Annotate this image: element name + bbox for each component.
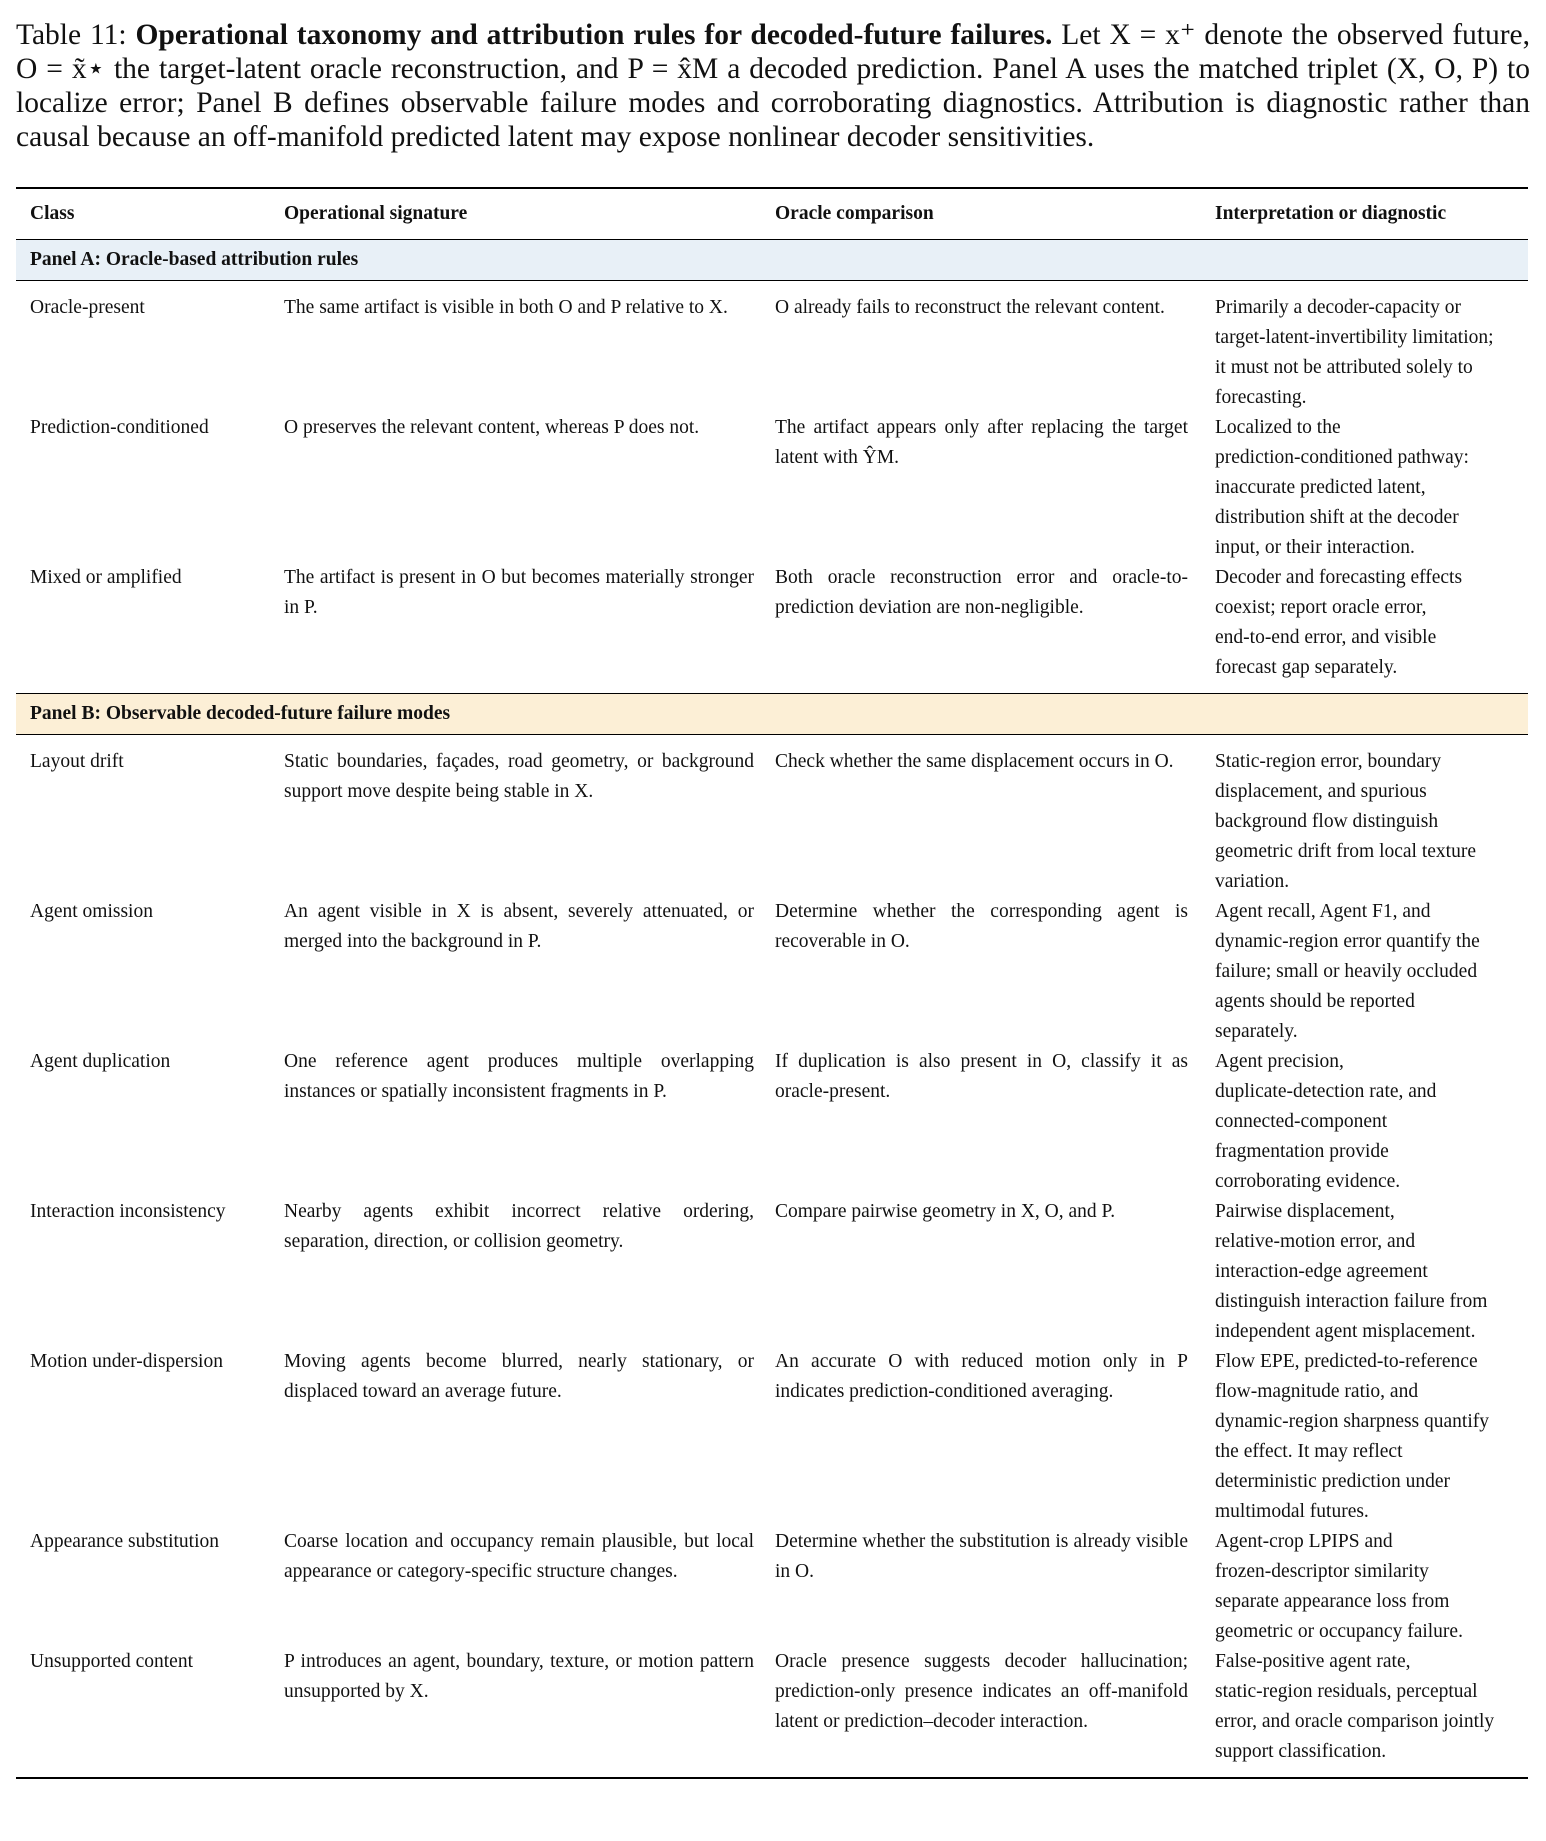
diagnostic-line: connected-component: [1215, 1111, 1388, 1132]
oracle-cell-text: Oracle presence suggests decoder hallucination; prediction-only presence indicates an off-manifold latent or prediction–decoder interaction.: [775, 1651, 1188, 1732]
signature-cell: [284, 563, 764, 683]
oracle-cell-text: If duplication is also present in O, classify it as oracle-present.: [775, 1051, 1188, 1102]
diagnostic-line: Flow EPE, predicted-to-reference: [1215, 1351, 1478, 1372]
table-row: [16, 1527, 1528, 1647]
diagnostic-line: it must not be attributed solely to: [1215, 357, 1473, 378]
diagnostic-line: geometric drift from local texture: [1215, 841, 1476, 862]
diagnostic-line: end-to-end error, and visible: [1215, 627, 1437, 648]
diagnostic-line: inaccurate predicted latent,: [1215, 477, 1426, 498]
panel-a-body: [16, 281, 1528, 693]
table-row: [16, 1647, 1528, 1767]
diagnostic-line: input, or their interaction.: [1215, 537, 1415, 558]
panel-b-body: [16, 735, 1528, 1777]
table-row: [16, 563, 1528, 683]
class-cell: [16, 1197, 284, 1347]
diagnostic-line: duplicate-detection rate, and: [1215, 1081, 1437, 1102]
diagnostic-line: static-region residuals, perceptual: [1215, 1681, 1478, 1702]
diagnostic-line: distinguish interaction failure from: [1215, 1291, 1488, 1312]
diagnostic-line: flow-magnitude ratio, and: [1215, 1381, 1419, 1402]
oracle-cell-text: An accurate O with reduced motion only in P indicates prediction-conditioned averaging.: [775, 1351, 1188, 1402]
diagnostic-line: distribution shift at the decoder: [1215, 507, 1459, 528]
panel-b-heading: Panel B: Observable decoded-future failure modes: [16, 694, 1528, 734]
oracle-cell: [764, 1647, 1198, 1767]
diagnostic-line: variation.: [1215, 871, 1290, 892]
signature-cell: [284, 1197, 764, 1347]
class-cell-text: Appearance substitution: [30, 1531, 219, 1552]
class-cell: [16, 1647, 284, 1767]
diagnostic-line: Pairwise displacement,: [1215, 1201, 1395, 1222]
diagnostic-line: Localized to the: [1215, 417, 1341, 438]
oracle-cell: [764, 1047, 1198, 1197]
diagnostic-line: multimodal futures.: [1215, 1501, 1369, 1522]
class-cell-text: Agent duplication: [30, 1051, 171, 1072]
signature-cell-text: An agent visible in X is absent, severely attenuated, or merged into the background in P.: [284, 901, 754, 952]
diagnostic-line: agents should be reported: [1215, 991, 1415, 1012]
taxonomy-table: [16, 187, 1528, 1779]
class-cell-text: Agent omission: [30, 901, 153, 922]
class-cell-text: Unsupported content: [30, 1651, 194, 1672]
diagnostic-line: support classification.: [1215, 1741, 1387, 1762]
diagnostic-line: background flow distinguish: [1215, 811, 1439, 832]
oracle-cell: [764, 413, 1198, 563]
diagnostic-cell: [1198, 1347, 1528, 1527]
diagnostic-line: Decoder and forecasting effects: [1215, 567, 1463, 588]
header-diagnostic: Interpretation or diagnostic: [1215, 203, 1447, 224]
table-row: [16, 897, 1528, 1047]
diagnostic-line: Primarily a decoder-capacity or: [1215, 297, 1461, 318]
class-cell: [16, 1527, 284, 1647]
oracle-cell-text: O already fails to reconstruct the relevant content.: [775, 297, 1165, 318]
oracle-cell-text: Determine whether the corresponding agent is recoverable in O.: [775, 901, 1188, 952]
diagnostic-line: geometric or occupancy failure.: [1215, 1621, 1463, 1642]
class-cell: [16, 747, 284, 897]
diagnostic-line: displacement, and spurious: [1215, 781, 1427, 802]
signature-cell: [284, 413, 764, 563]
diagnostic-cell: [1198, 293, 1528, 413]
diagnostic-line: dynamic-region sharpness quantify: [1215, 1411, 1490, 1432]
signature-cell-text: Moving agents become blurred, nearly stationary, or displaced toward an average future.: [284, 1351, 754, 1402]
diagnostic-line: Static-region error, boundary: [1215, 751, 1442, 772]
oracle-cell: [764, 747, 1198, 897]
signature-cell-text: The artifact is present in O but becomes materially stronger in P.: [284, 567, 754, 618]
oracle-cell-text: Check whether the same displacement occurs in O.: [775, 751, 1174, 772]
diagnostic-cell: [1198, 413, 1528, 563]
diagnostic-line: coexist; report oracle error,: [1215, 597, 1427, 618]
diagnostic-line: Agent-crop LPIPS and: [1215, 1531, 1393, 1552]
diagnostic-line: failure; small or heavily occluded: [1215, 961, 1478, 982]
class-cell: [16, 293, 284, 413]
class-cell-text: Prediction-conditioned: [30, 417, 209, 438]
diagnostic-line: error, and oracle comparison jointly: [1215, 1711, 1495, 1732]
diagnostic-line: Agent recall, Agent F1, and: [1215, 901, 1431, 922]
signature-cell-text: Coarse location and occupancy remain plausible, but local appearance or category-specific structure changes.: [284, 1531, 754, 1582]
oracle-cell: [764, 293, 1198, 413]
class-cell: [16, 413, 284, 563]
header-class: Class: [30, 203, 75, 224]
signature-cell-text: Static boundaries, façades, road geometry, or background support move despite being stable in X.: [284, 751, 754, 802]
diagnostic-line: forecasting.: [1215, 387, 1307, 408]
diagnostic-cell: [1198, 1527, 1528, 1647]
class-cell: [16, 1347, 284, 1527]
signature-cell: [284, 1527, 764, 1647]
panel-a-heading: Panel A: Oracle-based attribution rules: [16, 240, 1528, 280]
diagnostic-line: frozen-descriptor similarity: [1215, 1561, 1429, 1582]
signature-cell: [284, 293, 764, 413]
diagnostic-line: target-latent-invertibility limitation;: [1215, 327, 1494, 348]
oracle-cell: [764, 1527, 1198, 1647]
diagnostic-line: fragmentation provide: [1215, 1141, 1389, 1162]
diagnostic-cell: [1198, 563, 1528, 683]
diagnostic-cell: [1198, 1197, 1528, 1347]
table-row: [16, 1347, 1528, 1527]
signature-cell-text: Nearby agents exhibit incorrect relative ordering, separation, direction, or collision geometry.: [284, 1201, 754, 1252]
table-caption: [16, 18, 1530, 154]
bottom-rule: [16, 1777, 1528, 1779]
class-cell-text: Mixed or amplified: [30, 567, 182, 588]
signature-cell-text: P introduces an agent, boundary, texture, or motion pattern unsupported by X.: [284, 1651, 754, 1702]
diagnostic-line: deterministic prediction under: [1215, 1471, 1451, 1492]
oracle-cell: [764, 1347, 1198, 1527]
signature-cell-text: O preserves the relevant content, whereas P does not.: [284, 417, 700, 438]
table-row: [16, 747, 1528, 897]
signature-cell: [284, 1647, 764, 1767]
caption-text: Let X = x⁺ denote the observed future, O = x̃⋆ the target-latent oracle reconstruction, and P = x̂M a decoded prediction. Panel A uses the matched triplet (X, O, P) to localize error; Panel B defines observable failure modes and corroborating diagnostics. Attribution is diagnostic rather than causal because an off-manifold predicted latent may expose nonlinear decoder sensitivities.: [16, 19, 1531, 153]
header-oracle: Oracle comparison: [775, 203, 934, 224]
oracle-cell: [764, 563, 1198, 683]
class-cell-text: Layout drift: [30, 751, 124, 772]
class-cell: [16, 1047, 284, 1197]
diagnostic-line: prediction-conditioned pathway:: [1215, 447, 1469, 468]
diagnostic-line: independent agent misplacement.: [1215, 1321, 1476, 1342]
oracle-cell-text: Both oracle reconstruction error and oracle-to-prediction deviation are non-negligible.: [775, 567, 1188, 618]
class-cell-text: Oracle-present: [30, 297, 145, 318]
diagnostic-line: separately.: [1215, 1021, 1298, 1042]
diagnostic-line: Agent precision,: [1215, 1051, 1344, 1072]
diagnostic-line: forecast gap separately.: [1215, 657, 1398, 678]
oracle-cell-text: The artifact appears only after replacing the target latent with ŶM.: [775, 417, 1188, 468]
table-row: [16, 1047, 1528, 1197]
class-cell-text: Motion under-dispersion: [30, 1351, 223, 1372]
diagnostic-cell: [1198, 747, 1528, 897]
signature-cell-text: The same artifact is visible in both O and P relative to X.: [284, 297, 728, 318]
caption-label: Table 11:: [16, 19, 127, 51]
diagnostic-line: separate appearance loss from: [1215, 1591, 1450, 1612]
table-row: [16, 1197, 1528, 1347]
caption-title: Operational taxonomy and attribution rules for decoded-future failures.: [135, 19, 1053, 51]
class-cell: [16, 897, 284, 1047]
oracle-cell: [764, 897, 1198, 1047]
signature-cell: [284, 1047, 764, 1197]
signature-cell-text: One reference agent produces multiple overlapping instances or spatially inconsistent fragments in P.: [284, 1051, 754, 1102]
diagnostic-cell: [1198, 1047, 1528, 1197]
table-row: [16, 293, 1528, 413]
table-header-row: [16, 189, 1528, 239]
diagnostic-line: dynamic-region error quantify the: [1215, 931, 1480, 952]
signature-cell: [284, 1347, 764, 1527]
oracle-cell: [764, 1197, 1198, 1347]
diagnostic-line: corroborating evidence.: [1215, 1171, 1401, 1192]
class-cell: [16, 563, 284, 683]
oracle-cell-text: Determine whether the substitution is already visible in O.: [775, 1531, 1188, 1582]
diagnostic-cell: [1198, 897, 1528, 1047]
header-signature: Operational signature: [284, 203, 468, 224]
signature-cell: [284, 897, 764, 1047]
class-cell-text: Interaction inconsistency: [30, 1201, 226, 1222]
diagnostic-line: interaction-edge agreement: [1215, 1261, 1428, 1282]
diagnostic-line: relative-motion error, and: [1215, 1231, 1416, 1252]
oracle-cell-text: Compare pairwise geometry in X, O, and P.: [775, 1201, 1116, 1222]
signature-cell: [284, 747, 764, 897]
diagnostic-cell: [1198, 1647, 1528, 1767]
diagnostic-line: the effect. It may reflect: [1215, 1441, 1403, 1462]
diagnostic-line: False-positive agent rate,: [1215, 1651, 1411, 1672]
table-row: [16, 413, 1528, 563]
